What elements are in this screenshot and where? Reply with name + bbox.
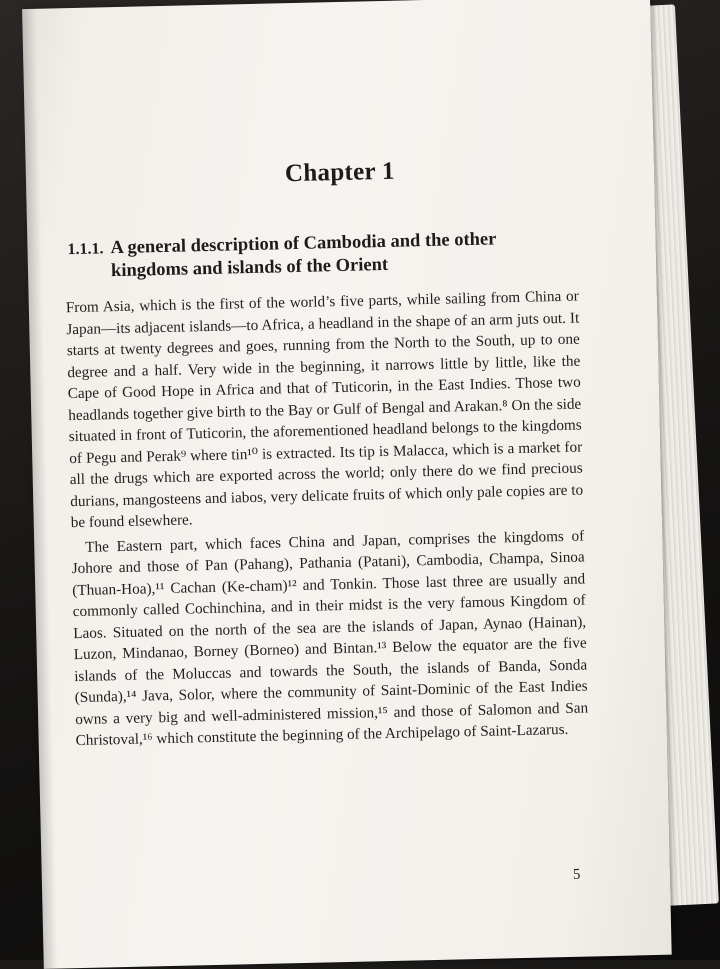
book-page	[22, 0, 672, 969]
chapter-title: Chapter 1	[284, 157, 396, 188]
paragraph-1: From Asia, which is the first of the world’s five parts, while sailing from China or Japan—its adjacent islands—to Africa, a headland in the shape of an arm juts out. It starts at twenty degrees and goes, running from the North to the South, up to one degree and a half. Very wide in the beginning, it narrows little by little, like the Cape of Good Hope in Africa and that of Tuticorin, in the East Indies. Those two headlands together give birth to the Bay or Gulf of Bengal and Arakan.⁸ On the side situated in front of Tuticorin, the aforementioned headland belongs to the kingdoms of Pegu and Perak⁹ where tin¹⁰ is extracted. Its tip is Malacca, which is a market for all the drugs which are exported across the world; only there do we find precious durians, mangosteens and iabos, very delicate fruits of which only pale copies are to be found elsewhere.	[65, 287, 584, 532]
section-title: A general description of Cambodia and the other kingdoms and islands of the Orient	[110, 229, 497, 282]
section-heading	[67, 227, 573, 284]
page-number: 5	[572, 866, 581, 883]
section-number: 1.1.1.	[67, 240, 104, 259]
body-text	[66, 286, 589, 752]
paragraph-2: The Eastern part, which faces China and Japan, comprises the kingdoms of Johore and those of Pan (Pahang), Pathania (Patani), Cambodia, Champa, Sinoa (Thuan-Hoa),¹¹ Cachan (Ke-cham)¹² and Tonkin. Those last three are usually and commonly called Cochinchina, and in their midst is the very famous Kingdom of Laos. Situated on the north of the sea are the islands of Japan, Aynao (Hainan), Luzon, Mindanao, Borney (Borneo) and Bintan.¹³ Below the equator are the five islands of the Moluccas and towards the South, the islands of Banda, Sonda (Sunda),¹⁴ Java, Solor, where the community of Saint-Dominic of the East Indies owns a very big and well-administered mission,¹⁵ and those of Salomon and San Christoval,¹⁶ which constitute the beginning of the Archipelago of Saint-Lazarus.	[71, 527, 589, 750]
